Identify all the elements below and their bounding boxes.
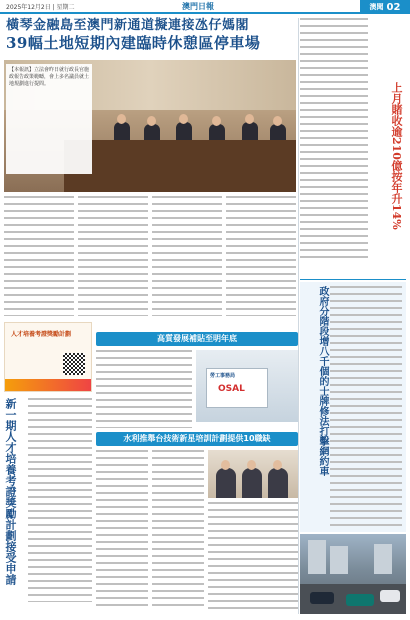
photo-person bbox=[268, 468, 288, 498]
talent-scheme-title: 新一期人才培養考證獎勵計劃接受申請 bbox=[4, 398, 17, 585]
lead-headline: 39幅土地短期內建臨時休憩區停車場 bbox=[6, 34, 261, 52]
photo-building bbox=[308, 540, 326, 574]
subsidy-banner: 高質發展補貼至明年底 bbox=[96, 332, 298, 346]
photo-person-head bbox=[221, 460, 230, 470]
section-tab bbox=[360, 0, 410, 14]
tech-training-photo bbox=[208, 450, 298, 498]
lead-photo-caption: 【本報訊】立法會昨日就行政長官施政報告政策範疇，會上多名議員就土地規劃進行提問。 bbox=[6, 64, 92, 174]
photo-person bbox=[242, 468, 262, 498]
qr-code-icon bbox=[63, 353, 85, 375]
photo-sign-text: 勞工事務局 bbox=[210, 373, 236, 379]
subsidy-text-column bbox=[96, 350, 192, 428]
photo-person-head bbox=[247, 460, 256, 470]
page-number: 02 bbox=[386, 1, 401, 13]
photo-building bbox=[374, 544, 392, 574]
photo-person-head bbox=[212, 116, 221, 126]
talent-scheme-text bbox=[28, 398, 92, 602]
gaming-revenue-text bbox=[300, 18, 368, 258]
taxi-licence-title: 政府分階段增八千個的士牌修法打擊網約車 bbox=[317, 286, 328, 476]
tech-training-banner: 水利推舉台技術新星培訓計劃提供10職缺 bbox=[96, 432, 298, 446]
poster-footer-strip bbox=[5, 379, 91, 391]
tech-training-text-column bbox=[208, 502, 298, 610]
photo-person-head bbox=[245, 114, 254, 124]
taxi-licence-text bbox=[330, 286, 402, 526]
osal-logo: OSAL bbox=[218, 384, 245, 394]
gaming-revenue-article bbox=[300, 18, 406, 276]
lead-text-column bbox=[78, 196, 148, 316]
taxi-licence-article bbox=[300, 282, 406, 532]
column-divider bbox=[298, 18, 299, 614]
masthead bbox=[0, 0, 410, 14]
tech-training-text-column bbox=[96, 450, 148, 610]
lead-text-column bbox=[152, 196, 222, 316]
photo-building bbox=[330, 546, 348, 574]
lead-sub-headline: 橫琴金融島至澳門新通道擬連接氹仔媽閣 bbox=[6, 18, 250, 33]
poster-title: 人才培養考證獎勵計劃 bbox=[11, 331, 72, 338]
lead-text-column bbox=[4, 196, 74, 316]
taxi-road-photo bbox=[300, 534, 406, 614]
lead-headline-block bbox=[0, 16, 300, 56]
photo-person-head bbox=[147, 116, 156, 126]
talent-scheme-title-box bbox=[4, 398, 24, 602]
photo-person-head bbox=[117, 114, 126, 124]
issue-date: 2025年12月2日 | 星期二 bbox=[6, 4, 75, 11]
photo-car bbox=[380, 590, 400, 602]
photo-person-head bbox=[179, 114, 188, 124]
section-divider bbox=[300, 279, 406, 280]
photo-person-head bbox=[273, 460, 282, 470]
award-scheme-poster bbox=[4, 322, 92, 392]
lead-text-column bbox=[226, 196, 296, 316]
photo-person bbox=[216, 468, 236, 498]
photo-taxi bbox=[310, 592, 334, 604]
tech-training-text-column bbox=[152, 450, 204, 610]
photo-taxi bbox=[346, 594, 374, 606]
section-label: 澳聞 bbox=[369, 3, 384, 11]
gaming-revenue-title: 上月賭收逾210億按年升14% bbox=[390, 82, 403, 230]
photo-person-head bbox=[273, 116, 282, 126]
photo-table bbox=[64, 140, 296, 192]
paper-name: 澳門日報 bbox=[182, 1, 214, 11]
labour-bureau-photo bbox=[196, 350, 298, 422]
